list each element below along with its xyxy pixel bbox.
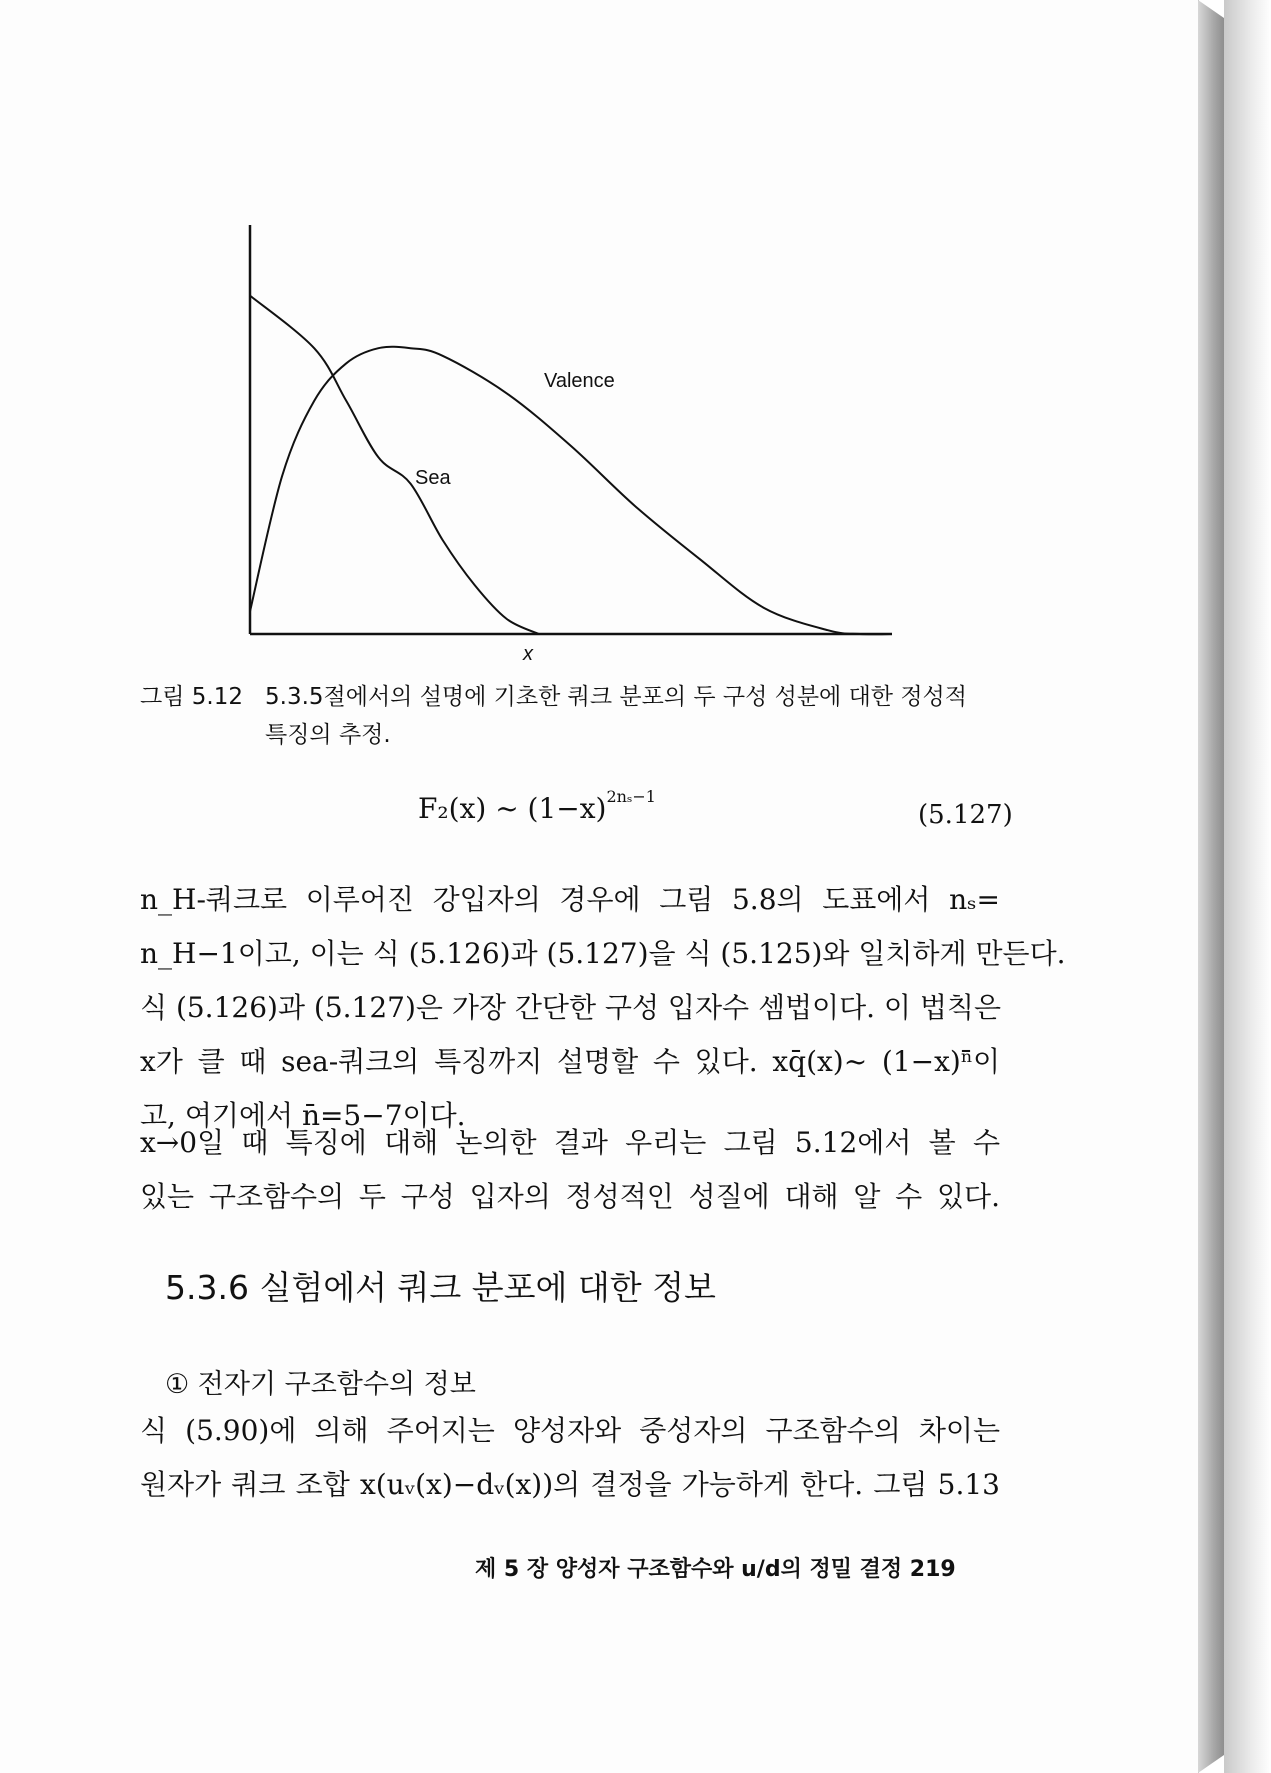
page-shadow: [1224, 0, 1271, 1773]
equation-exponent: 2nₛ−1: [606, 786, 656, 806]
subsection-heading: ① 전자기 구조함수의 정보: [165, 1369, 476, 1400]
equation-5-127: [418, 786, 656, 825]
paragraph-2-line: x→0일 때 특징에 대해 논의한 결과 우리는 그림 5.12에서 볼 수: [140, 1126, 1000, 1159]
paragraph-1-line: n_H−1이고, 이는 식 (5.126)과 (5.127)을 식 (5.125)와 일치하게 만든다.: [140, 937, 1066, 970]
equation-number: (5.127): [918, 800, 1013, 830]
paragraph-1-line: x가 클 때 sea-쿼크의 특징까지 설명할 수 있다. xq̄(x)~ (1−x)ⁿ̄이: [140, 1045, 1000, 1078]
page-edge: [1198, 0, 1224, 1773]
paragraph-3-line: 식 (5.90)에 의해 주어지는 양성자와 중성자의 구조함수의 차이는: [140, 1414, 1000, 1447]
paragraph-2: [140, 1116, 1000, 1224]
paragraph-3: [140, 1404, 1000, 1512]
section-heading: 5.3.6 실험에서 쿼크 분포에 대한 정보: [165, 1268, 716, 1307]
paragraph-1-line: 식 (5.126)과 (5.127)은 가장 간단한 구성 입자수 셈법이다. 이 법칙은: [140, 991, 1002, 1024]
caption-line-2: 특징의 추정.: [265, 722, 391, 748]
paragraph-1-line: n_H-쿼크로 이루어진 강입자의 경우에 그림 5.8의 도표에서 nₛ=: [140, 883, 1000, 916]
x-axis-label: x: [523, 643, 533, 665]
paragraph-1-line: 고, 여기에서 n̄=5−7이다.: [140, 1099, 466, 1132]
caption-label: 그림 5.12: [140, 684, 243, 710]
figure-caption: [140, 678, 1010, 754]
valence-label: Valence: [544, 370, 615, 392]
paragraph-2-line: 있는 구조함수의 두 구성 입자의 정성적인 성질에 대해 알 수 있다.: [140, 1180, 1000, 1213]
sea-label: Sea: [415, 467, 451, 489]
paragraph-3-line: 원자가 쿼크 조합 x(uᵥ(x)−dᵥ(x))의 결정을 가능하게 한다. 그림 5.13: [140, 1468, 1000, 1501]
running-footer: 제 5 장 양성자 구조함수와 u/d의 정밀 결정 219: [475, 1557, 956, 1582]
caption-line-1: 5.3.5절에서의 설명에 기초한 쿼크 분포의 두 구성 성분에 대한 정성적: [265, 684, 967, 710]
paragraph-1: [140, 873, 1066, 1143]
equation-lhs: F₂(x) ~ (1−x): [418, 792, 607, 825]
figure-5-12: [0, 0, 1198, 680]
